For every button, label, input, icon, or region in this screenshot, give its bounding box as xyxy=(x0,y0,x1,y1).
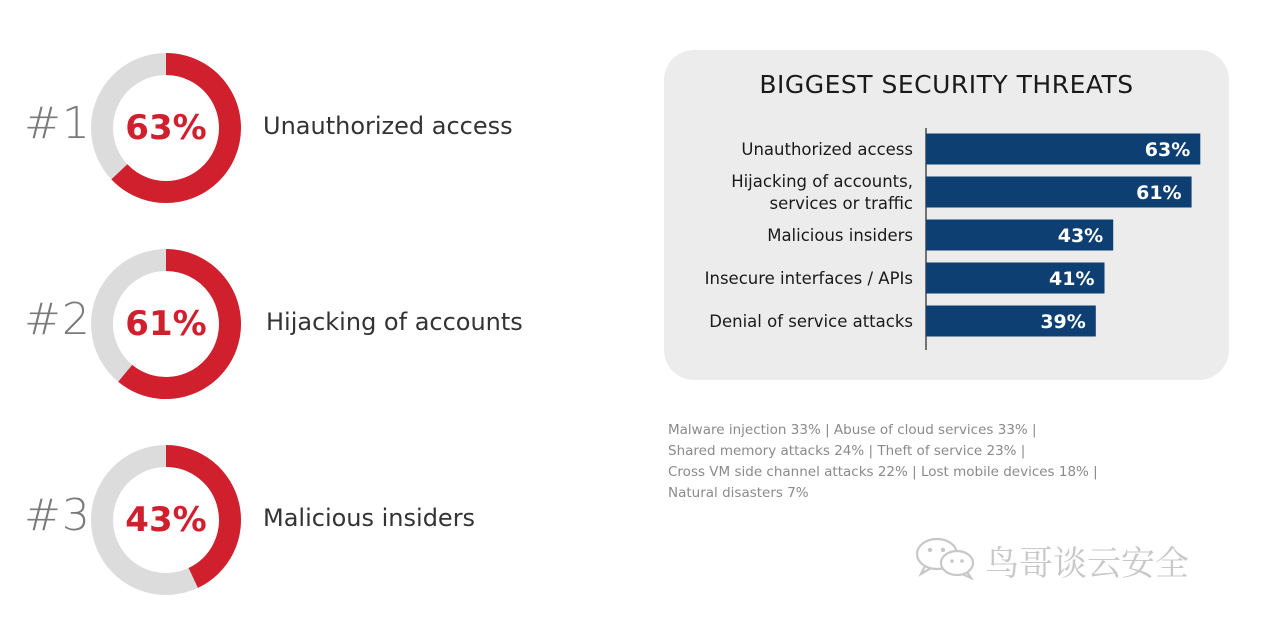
category-label: Insecure interfaces / APIs xyxy=(704,269,913,288)
chart-panel xyxy=(664,50,1229,380)
rank-label: Unauthorized access xyxy=(263,112,513,140)
other-threats-line: Cross VM side channel attacks 22% | Lost mobile devices 18% | xyxy=(668,464,1098,480)
wechat-logo-icon xyxy=(915,536,977,580)
chart-title: BIGGEST SECURITY THREATS xyxy=(759,70,1134,99)
ring-percent-label: 63% xyxy=(125,108,207,148)
bar-value-label: 43% xyxy=(1057,225,1104,247)
other-threats-line: Natural disasters 7% xyxy=(668,485,809,501)
category-label: Denial of service attacks xyxy=(709,312,913,331)
bar-chart xyxy=(664,50,1229,380)
rank-number: #1 xyxy=(24,98,91,149)
rank-number: #3 xyxy=(24,490,91,541)
rank-row-2 xyxy=(0,246,620,406)
ring-percent-label: 61% xyxy=(125,304,207,344)
watermark-text: 鸟哥谈云安全 xyxy=(985,544,1189,584)
category-label: Unauthorized access xyxy=(741,140,913,159)
ring-percent-label: 43% xyxy=(125,500,207,540)
rank-label: Malicious insiders xyxy=(263,504,476,532)
other-threats xyxy=(668,420,1228,504)
bar-value-label: 41% xyxy=(1049,268,1095,290)
rank-row-1 xyxy=(0,50,620,210)
category-label: services or traffic xyxy=(769,194,913,213)
category-label: Malicious insiders xyxy=(767,226,913,245)
bar-value-label: 61% xyxy=(1136,182,1182,204)
rank-row-3 xyxy=(0,442,620,602)
watermark xyxy=(915,532,1245,582)
bar-value-label: 63% xyxy=(1144,139,1191,161)
rank-number: #2 xyxy=(24,294,91,345)
rank-label: Hijacking of accounts xyxy=(266,308,523,336)
other-threats-line: Shared memory attacks 24% | Theft of service 23% | xyxy=(668,443,1026,459)
category-label: Hijacking of accounts, xyxy=(731,172,913,191)
other-threats-line: Malware injection 33% | Abuse of cloud services 33% | xyxy=(668,422,1037,438)
bar-value-label: 39% xyxy=(1040,311,1086,333)
